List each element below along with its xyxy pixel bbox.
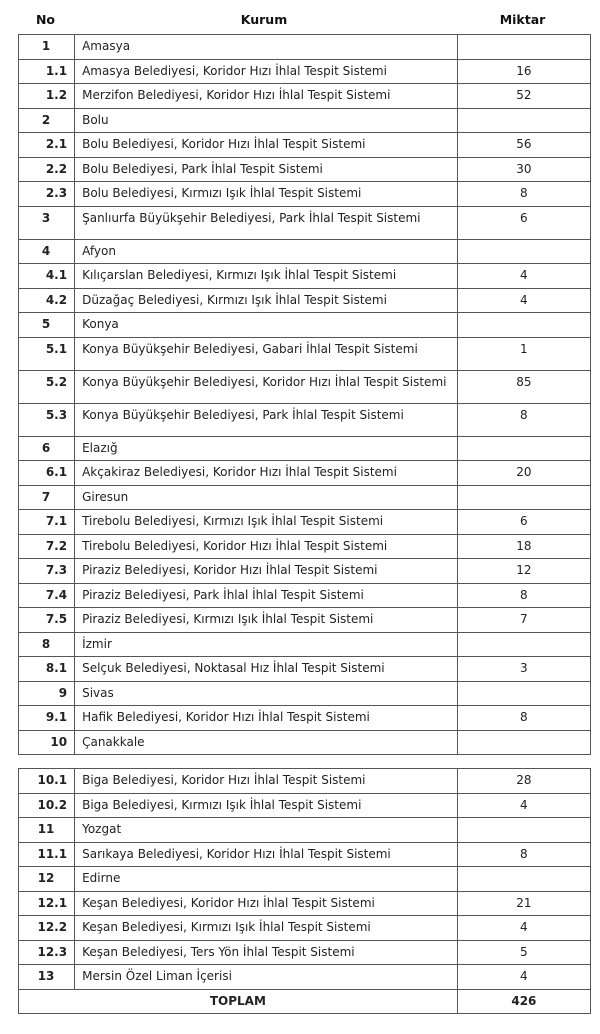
row-no: 4.2 <box>19 288 75 313</box>
row-no: 1 <box>19 35 75 60</box>
row-kurum: Amasya Belediyesi, Koridor Hızı İhlal Tespit Sistemi <box>75 59 458 84</box>
row-kurum: Edirne <box>75 867 458 892</box>
table-row <box>19 403 591 436</box>
row-kurum: Selçuk Belediyesi, Noktasal Hız İhlal Tespit Sistemi <box>75 657 458 682</box>
table-row <box>19 59 591 84</box>
header-kurum: Kurum <box>240 11 288 27</box>
table-row <box>19 510 591 535</box>
row-miktar: 8 <box>457 706 590 731</box>
row-no: 1.1 <box>19 59 75 84</box>
row-kurum: Merzifon Belediyesi, Koridor Hızı İhlal Tespit Sistemi <box>75 84 458 109</box>
row-no: 5 <box>19 313 75 338</box>
row-miktar: 8 <box>457 842 590 867</box>
row-kurum: Şanlıurfa Büyükşehir Belediyesi, Park İhlal Tespit Sistemi <box>75 206 458 239</box>
row-miktar <box>457 818 590 843</box>
table-part-1 <box>18 34 591 755</box>
row-kurum: Yozgat <box>75 818 458 843</box>
row-no: 12.3 <box>19 940 75 965</box>
row-no: 9.1 <box>19 706 75 731</box>
row-kurum: Konya <box>75 313 458 338</box>
row-kurum: Konya Büyükşehir Belediyesi, Gabari İhlal Tespit Sistemi <box>75 337 458 370</box>
row-kurum: Akçakiraz Belediyesi, Koridor Hızı İhlal Tespit Sistemi <box>75 461 458 486</box>
row-kurum: Biga Belediyesi, Kırmızı Işık İhlal Tespit Sistemi <box>75 793 458 818</box>
table-row <box>19 965 591 990</box>
table-part-2 <box>18 768 591 1014</box>
table-row <box>19 657 591 682</box>
row-miktar: 12 <box>457 559 590 584</box>
row-no: 7.5 <box>19 608 75 633</box>
row-miktar <box>457 239 590 264</box>
row-miktar: 16 <box>457 59 590 84</box>
row-kurum: Bolu Belediyesi, Park İhlal Tespit Sistemi <box>75 157 458 182</box>
row-no: 10 <box>19 730 75 755</box>
row-no: 12 <box>19 867 75 892</box>
row-miktar <box>457 108 590 133</box>
row-no: 2.2 <box>19 157 75 182</box>
table-row <box>19 206 591 239</box>
table-row <box>19 370 591 403</box>
row-kurum: Elazığ <box>75 436 458 461</box>
row-no: 7.1 <box>19 510 75 535</box>
row-no: 9 <box>19 681 75 706</box>
row-no: 8.1 <box>19 657 75 682</box>
row-kurum: Sivas <box>75 681 458 706</box>
row-no: 7 <box>19 485 75 510</box>
row-kurum: Keşan Belediyesi, Kırmızı Işık İhlal Tespit Sistemi <box>75 916 458 941</box>
row-miktar: 1 <box>457 337 590 370</box>
row-miktar: 8 <box>457 403 590 436</box>
row-miktar: 6 <box>457 206 590 239</box>
table-row <box>19 534 591 559</box>
row-miktar: 6 <box>457 510 590 535</box>
row-miktar: 56 <box>457 133 590 158</box>
row-kurum: Amasya <box>75 35 458 60</box>
row-miktar: 7 <box>457 608 590 633</box>
row-miktar: 85 <box>457 370 590 403</box>
row-miktar: 4 <box>457 264 590 289</box>
row-no: 5.2 <box>19 370 75 403</box>
table-row <box>19 608 591 633</box>
table-row <box>19 559 591 584</box>
row-miktar: 3 <box>457 657 590 682</box>
row-miktar: 21 <box>457 891 590 916</box>
table-row <box>19 583 591 608</box>
row-kurum: Bolu Belediyesi, Kırmızı Işık İhlal Tespit Sistemi <box>75 182 458 207</box>
row-no: 13 <box>19 965 75 990</box>
row-kurum: Konya Büyükşehir Belediyesi, Koridor Hızı İhlal Tespit Sistemi <box>75 370 458 403</box>
row-kurum: Bolu Belediyesi, Koridor Hızı İhlal Tespit Sistemi <box>75 133 458 158</box>
row-no: 11.1 <box>19 842 75 867</box>
row-no: 1.2 <box>19 84 75 109</box>
table-row <box>19 239 591 264</box>
row-no: 3 <box>19 206 75 239</box>
row-miktar: 4 <box>457 793 590 818</box>
row-no: 4 <box>19 239 75 264</box>
row-no: 10.2 <box>19 793 75 818</box>
row-no: 2 <box>19 108 75 133</box>
row-miktar <box>457 867 590 892</box>
table-row <box>19 818 591 843</box>
total-value: 426 <box>457 989 590 1014</box>
row-kurum: Afyon <box>75 239 458 264</box>
row-kurum: Mersin Özel Liman İçerisi <box>75 965 458 990</box>
table-row <box>19 681 591 706</box>
table-row <box>19 84 591 109</box>
table-row <box>19 264 591 289</box>
row-no: 7.3 <box>19 559 75 584</box>
table-header <box>18 8 590 30</box>
row-no: 12.1 <box>19 891 75 916</box>
row-no: 2.1 <box>19 133 75 158</box>
row-kurum: Piraziz Belediyesi, Park İhlal İhlal Tespit Sistemi <box>75 583 458 608</box>
row-miktar <box>457 632 590 657</box>
row-kurum: Giresun <box>75 485 458 510</box>
row-no: 8 <box>19 632 75 657</box>
table-row <box>19 916 591 941</box>
row-miktar: 4 <box>457 288 590 313</box>
row-miktar: 28 <box>457 769 590 794</box>
row-miktar: 4 <box>457 916 590 941</box>
table-row <box>19 730 591 755</box>
row-kurum: Konya Büyükşehir Belediyesi, Park İhlal Tespit Sistemi <box>75 403 458 436</box>
row-kurum: Kılıçarslan Belediyesi, Kırmızı Işık İhlal Tespit Sistemi <box>75 264 458 289</box>
row-no: 6.1 <box>19 461 75 486</box>
table-row <box>19 157 591 182</box>
table-row <box>19 133 591 158</box>
table-row <box>19 842 591 867</box>
row-kurum: Düzağaç Belediyesi, Kırmızı Işık İhlal Tespit Sistemi <box>75 288 458 313</box>
row-kurum: Çanakkale <box>75 730 458 755</box>
row-miktar: 4 <box>457 965 590 990</box>
row-miktar: 8 <box>457 583 590 608</box>
row-no: 5.1 <box>19 337 75 370</box>
table-row <box>19 793 591 818</box>
table-row <box>19 891 591 916</box>
row-kurum: Piraziz Belediyesi, Koridor Hızı İhlal Tespit Sistemi <box>75 559 458 584</box>
row-miktar <box>457 313 590 338</box>
table-row <box>19 769 591 794</box>
table-row <box>19 35 591 60</box>
row-kurum: Tirebolu Belediyesi, Koridor Hızı İhlal Tespit Sistemi <box>75 534 458 559</box>
table-row <box>19 288 591 313</box>
row-miktar <box>457 436 590 461</box>
row-no: 10.1 <box>19 769 75 794</box>
row-miktar: 8 <box>457 182 590 207</box>
row-kurum: Tirebolu Belediyesi, Kırmızı Işık İhlal Tespit Sistemi <box>75 510 458 535</box>
table-row <box>19 313 591 338</box>
row-miktar: 20 <box>457 461 590 486</box>
row-miktar: 52 <box>457 84 590 109</box>
row-no: 7.4 <box>19 583 75 608</box>
row-no: 7.2 <box>19 534 75 559</box>
header-miktar: Miktar <box>499 11 546 27</box>
row-kurum: Hafik Belediyesi, Koridor Hızı İhlal Tespit Sistemi <box>75 706 458 731</box>
table-row <box>19 867 591 892</box>
total-row <box>19 989 591 1014</box>
table-row <box>19 108 591 133</box>
row-miktar <box>457 485 590 510</box>
header-no: No <box>35 11 56 27</box>
row-no: 4.1 <box>19 264 75 289</box>
table-row <box>19 182 591 207</box>
row-kurum: Keşan Belediyesi, Koridor Hızı İhlal Tespit Sistemi <box>75 891 458 916</box>
row-miktar: 30 <box>457 157 590 182</box>
row-miktar: 5 <box>457 940 590 965</box>
table-row <box>19 706 591 731</box>
table-row <box>19 485 591 510</box>
table-row <box>19 337 591 370</box>
row-kurum: İzmir <box>75 632 458 657</box>
total-label: TOPLAM <box>19 989 458 1014</box>
row-no: 6 <box>19 436 75 461</box>
row-kurum: Sarıkaya Belediyesi, Koridor Hızı İhlal Tespit Sistemi <box>75 842 458 867</box>
row-kurum: Bolu <box>75 108 458 133</box>
table-row <box>19 632 591 657</box>
row-miktar <box>457 730 590 755</box>
table-row <box>19 461 591 486</box>
row-no: 2.3 <box>19 182 75 207</box>
row-no: 5.3 <box>19 403 75 436</box>
row-kurum: Keşan Belediyesi, Ters Yön İhlal Tespit Sistemi <box>75 940 458 965</box>
row-no: 12.2 <box>19 916 75 941</box>
row-kurum: Piraziz Belediyesi, Kırmızı Işık İhlal Tespit Sistemi <box>75 608 458 633</box>
row-no: 11 <box>19 818 75 843</box>
row-miktar <box>457 35 590 60</box>
table-row <box>19 940 591 965</box>
row-kurum: Biga Belediyesi, Koridor Hızı İhlal Tespit Sistemi <box>75 769 458 794</box>
table-row <box>19 436 591 461</box>
row-miktar: 18 <box>457 534 590 559</box>
row-miktar <box>457 681 590 706</box>
